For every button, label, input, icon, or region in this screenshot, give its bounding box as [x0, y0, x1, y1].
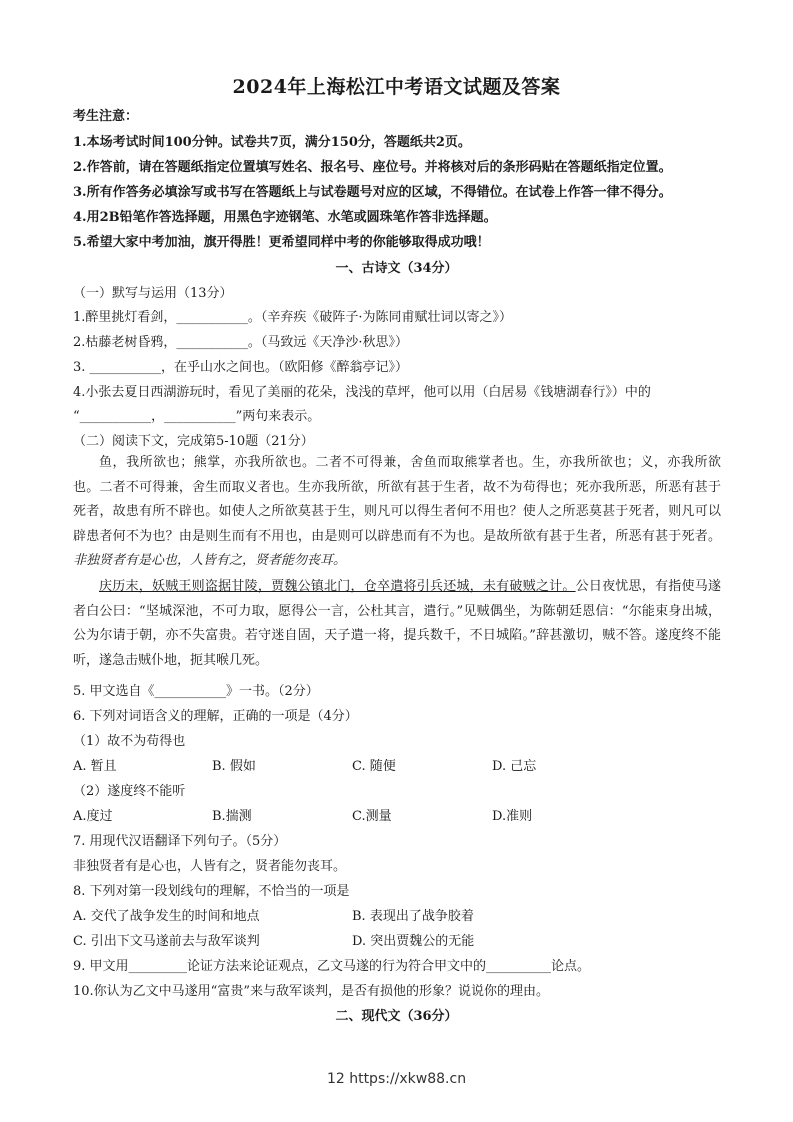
- question-9: 9. 甲文用_________论证方法来论证观点，乙文马遂的行为符合甲文中的__________论点。: [73, 959, 591, 974]
- passage-a: [73, 451, 721, 574]
- question-6-1-stem: （1）故不为苟得也: [73, 734, 186, 749]
- option: A.度过: [73, 809, 113, 824]
- question-10: 10.你认为乙文中马遂用“富贵”来与敌军谈判，是否有损他的形象？说说你的理由。: [73, 984, 549, 999]
- notice-item: 4.用2B铅笔作答选择题，用黑色字迹钢笔、水笔或圆珠笔作答非选择题。: [73, 210, 497, 225]
- option: B. 假如: [212, 759, 256, 774]
- question-2: 2.枯藤老树昏鸦，___________。（马致远《天净沙·秋思》）: [73, 335, 409, 350]
- passage-a-text: 鱼，我所欲也；熊掌，亦我所欲也。二者不可得兼，舍鱼而取熊掌者也。生，亦我所欲也；义，亦我所欲也。二者不可得兼，舍生而取义者也。生亦我所欲，所欲有甚于生者，故不为苟得也；死亦我所恶，所恶有甚于死者，故患有所不辟也。如使人之所欲莫甚于生，则凡可以得生者何不用也？使人之所恶莫甚于死者，则凡可以辟患者何不为也？由是则生而有不用也，由是则可以辟患而有不为也。是故所欲有甚于生者，所恶有甚于死者。: [73, 455, 721, 544]
- option: D. 己忘: [492, 759, 537, 774]
- option: D.准则: [492, 809, 533, 824]
- question-3: 3. ___________，在乎山水之间也。（欧阳修《醉翁亭记》）: [73, 360, 409, 375]
- question-4-line1: 4.小张去夏日西湖游玩时，看见了美丽的花朵，浅浅的草坪，他可以用（白居易《钱塘湖春行》）中的: [73, 385, 651, 400]
- question-1: 1.醉里挑灯看剑，___________。（辛弃疾《破阵子·为陈同甫赋壮词以寄之》）: [73, 310, 513, 325]
- option: C. 引出下文马遂前去与敌军谈判: [73, 934, 260, 949]
- question-6-2-stem: （2）遂度终不能听: [73, 784, 186, 799]
- question-7-sentence: 非独贤者有是心也，人皆有之，贤者能勿丧耳。: [73, 859, 347, 874]
- option: C.测量: [352, 809, 392, 824]
- passage-a-italic: 非独贤者有是心也，人皆有之，贤者能勿丧耳。: [73, 553, 347, 569]
- section-heading: 二、现代文（36分）: [335, 1009, 458, 1024]
- question-7: 7. 用现代汉语翻译下列句子。（5分）: [73, 834, 287, 849]
- notice-item: 5.希望大家中考加油，旗开得胜！更希望同样中考的你能够取得成功哦！: [73, 235, 490, 250]
- part-heading: （一）默写与运用（13分）: [73, 286, 233, 301]
- option: B. 表现出了战争胶着: [352, 909, 474, 924]
- page-title: 2024年上海松江中考语文试题及答案: [232, 76, 561, 98]
- notice-item: 2.作答前，请在答题纸指定位置填写姓名、报名号、座位号。并将核对后的条形码贴在答题纸指定位置。: [73, 160, 672, 175]
- notice-item: 3.所有作答务必填涂写或书写在答题纸上与试卷题号对应的区域，不得错位。在试卷上作答一律不得分。: [73, 185, 672, 200]
- question-4-line2: “___________，___________”两句来表示。: [73, 409, 321, 424]
- part-heading: （二）阅读下文，完成第5-10题（21分）: [73, 434, 314, 449]
- notice-heading: 考生注意：: [73, 109, 139, 124]
- passage-b-text: 公日夜忧思，有指使马遂者白公曰：“坚城深池，不可力取，愿得公一言，公杜其言，遣行。”见贼偶坐，为陈朝廷恩信：“尔能束身出城，公为尔请于朝，亦不失富贵。若守迷自固，天子遣一将，提兵数千，不日城陷。”辞甚激切，贼不答。遂度终不能听，遂急击贼仆地，扼其喉几死。: [73, 579, 721, 668]
- option: A. 交代了战争发生的时间和地点: [73, 909, 260, 924]
- question-5: 5. 甲文选自《___________》一书。（2分）: [73, 684, 319, 699]
- option: B.揣测: [212, 809, 252, 824]
- page-footer: 12 https://xkw88.cn: [326, 1071, 467, 1087]
- option: A. 暂且: [73, 759, 117, 774]
- notice-item: 1.本场考试时间100分钟。试卷共7页，满分150分，答题纸共2页。: [73, 135, 471, 150]
- passage-b: [73, 575, 721, 673]
- underlined-sentence: 庆历末，妖贼王则盗据甘陵，贾魏公镇北门，仓卒遣将引兵还城，未有破贼之计。: [99, 579, 576, 594]
- option: D. 突出贾魏公的无能: [352, 934, 475, 949]
- option: C. 随便: [352, 759, 396, 774]
- question-6: 6. 下列对词语含义的理解，正确的一项是（4分）: [73, 709, 358, 724]
- section-heading: 一、古诗文（34分）: [335, 261, 458, 276]
- question-8: 8. 下列对第一段划线句的理解，不恰当的一项是: [73, 884, 350, 899]
